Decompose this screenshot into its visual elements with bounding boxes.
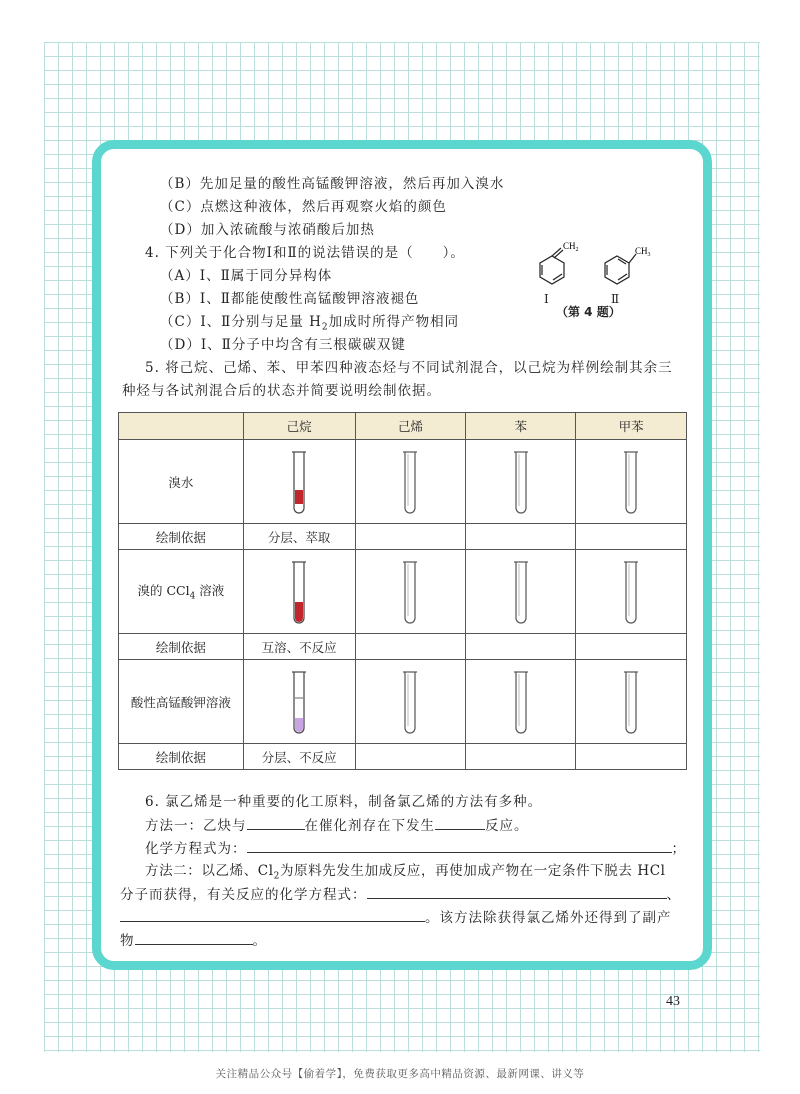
page-number: 43	[666, 994, 680, 1009]
answer-blank[interactable]	[120, 908, 425, 922]
basis-label: 绘制依据	[119, 744, 244, 770]
ch2-label: $CH_2$	[563, 241, 579, 253]
figure-caption: （第 4 题）	[556, 305, 621, 319]
test-tube-hexane-kmno4	[243, 660, 355, 744]
answer-blank[interactable]	[247, 816, 305, 830]
basis-value: 分层、萃取	[243, 524, 355, 550]
basis-blank[interactable]	[466, 524, 576, 550]
question-5-line-2: 种烃与各试剂混合后的状态并简要说明绘制依据。	[122, 383, 441, 399]
table-header-cell: 己烷	[243, 413, 355, 440]
answer-blank[interactable]	[367, 885, 667, 899]
compound-i-label: Ⅰ	[544, 292, 550, 306]
test-tube-empty[interactable]	[466, 550, 576, 634]
basis-blank[interactable]	[355, 524, 466, 550]
question-6: 6. 氯乙烯是一种重要的化工原料，制备氯乙烯的方法有多种。	[145, 794, 543, 810]
test-tube-empty[interactable]	[466, 660, 576, 744]
test-tube-empty[interactable]	[355, 660, 466, 744]
basis-blank[interactable]	[355, 634, 466, 660]
q3-option-c: （C）点燃这种液体，然后再观察火焰的颜色	[160, 199, 447, 215]
q3-option-b: （B）先加足量的酸性高锰酸钾溶液，然后再加入溴水	[160, 176, 505, 192]
basis-blank[interactable]	[576, 744, 687, 770]
table-header-cell: 己烯	[355, 413, 466, 440]
basis-blank[interactable]	[576, 524, 687, 550]
test-tube-empty[interactable]	[355, 550, 466, 634]
q4-option-d: （D）Ⅰ、Ⅱ分子中均含有三根碳碳双键	[160, 337, 406, 353]
method-2-line-2: 分子而获得，有关反应的化学方程式： 、	[120, 887, 681, 903]
hydrocarbon-table	[118, 412, 687, 770]
table-row	[119, 634, 687, 660]
answer-blank[interactable]	[135, 931, 253, 945]
q4-option-c: （C）Ⅰ、Ⅱ分别与足量 $H_2$加成时所得产物相同	[160, 314, 460, 333]
reagent-label: 酸性高锰酸钾溶液	[119, 660, 244, 744]
table-row	[119, 744, 687, 770]
reagent-label: 溴水	[119, 440, 244, 524]
ch3-label: $CH_3$	[635, 246, 651, 258]
basis-blank[interactable]	[466, 634, 576, 660]
question-4: 4. 下列关于化合物Ⅰ和Ⅱ的说法错误的是（ ）。	[145, 245, 465, 261]
test-tube-empty[interactable]	[355, 440, 466, 524]
basis-blank[interactable]	[576, 634, 687, 660]
method-1-line: 方法一：乙炔与 在催化剂存在下发生 反应。	[145, 818, 529, 834]
basis-blank[interactable]	[355, 744, 466, 770]
answer-blank[interactable]	[435, 816, 485, 830]
method-2-line-4: 物 。	[120, 933, 267, 949]
table-header-cell: 苯	[466, 413, 576, 440]
basis-label: 绘制依据	[119, 524, 244, 550]
basis-label: 绘制依据	[119, 634, 244, 660]
table-header-cell	[119, 413, 244, 440]
equation-line: 化学方程式为： ；	[145, 841, 686, 857]
compound-ii-label: Ⅱ	[611, 292, 621, 306]
table-row	[119, 660, 687, 744]
question-5-line-1: 5. 将己烷、己烯、苯、甲苯四种液态烃与不同试剂混合，以己烷为样例绘制其余三	[145, 360, 673, 376]
test-tube-hexane-bromine-water	[243, 440, 355, 524]
test-tube-hexane-bromine-ccl4	[243, 550, 355, 634]
answer-blank[interactable]	[247, 839, 672, 853]
test-tube-empty[interactable]	[466, 440, 576, 524]
basis-blank[interactable]	[466, 744, 576, 770]
q4-option-a: （A）Ⅰ、Ⅱ属于同分异构体	[160, 268, 333, 284]
table-header-row	[119, 413, 687, 440]
table-row	[119, 524, 687, 550]
method-2-line-1: 方法二：以乙烯、$Cl_2$为原料先发生加成反应，再使加成产物在一定条件下脱去 HCl	[145, 863, 666, 882]
basis-value: 互溶、不反应	[243, 634, 355, 660]
table-row	[119, 550, 687, 634]
basis-value: 分层、不反应	[243, 744, 355, 770]
method-2-line-3: 。该方法除获得氯乙烯外还得到了副产	[120, 908, 672, 927]
reagent-label: 溴的 CCl$_4$ 溶液	[119, 550, 244, 634]
table-header-cell: 甲苯	[576, 413, 687, 440]
test-tube-empty[interactable]	[576, 550, 687, 634]
test-tube-empty[interactable]	[576, 440, 687, 524]
q4-option-b: （B）Ⅰ、Ⅱ都能使酸性高锰酸钾溶液褪色	[160, 291, 420, 307]
footer-note: 关注精品公众号【偷着学】，免费获取更多高中精品资源、最新网课、讲义等	[215, 1068, 585, 1080]
q3-option-d: （D）加入浓硫酸与浓硝酸后加热	[160, 222, 375, 238]
test-tube-empty[interactable]	[576, 660, 687, 744]
table-row	[119, 440, 687, 524]
